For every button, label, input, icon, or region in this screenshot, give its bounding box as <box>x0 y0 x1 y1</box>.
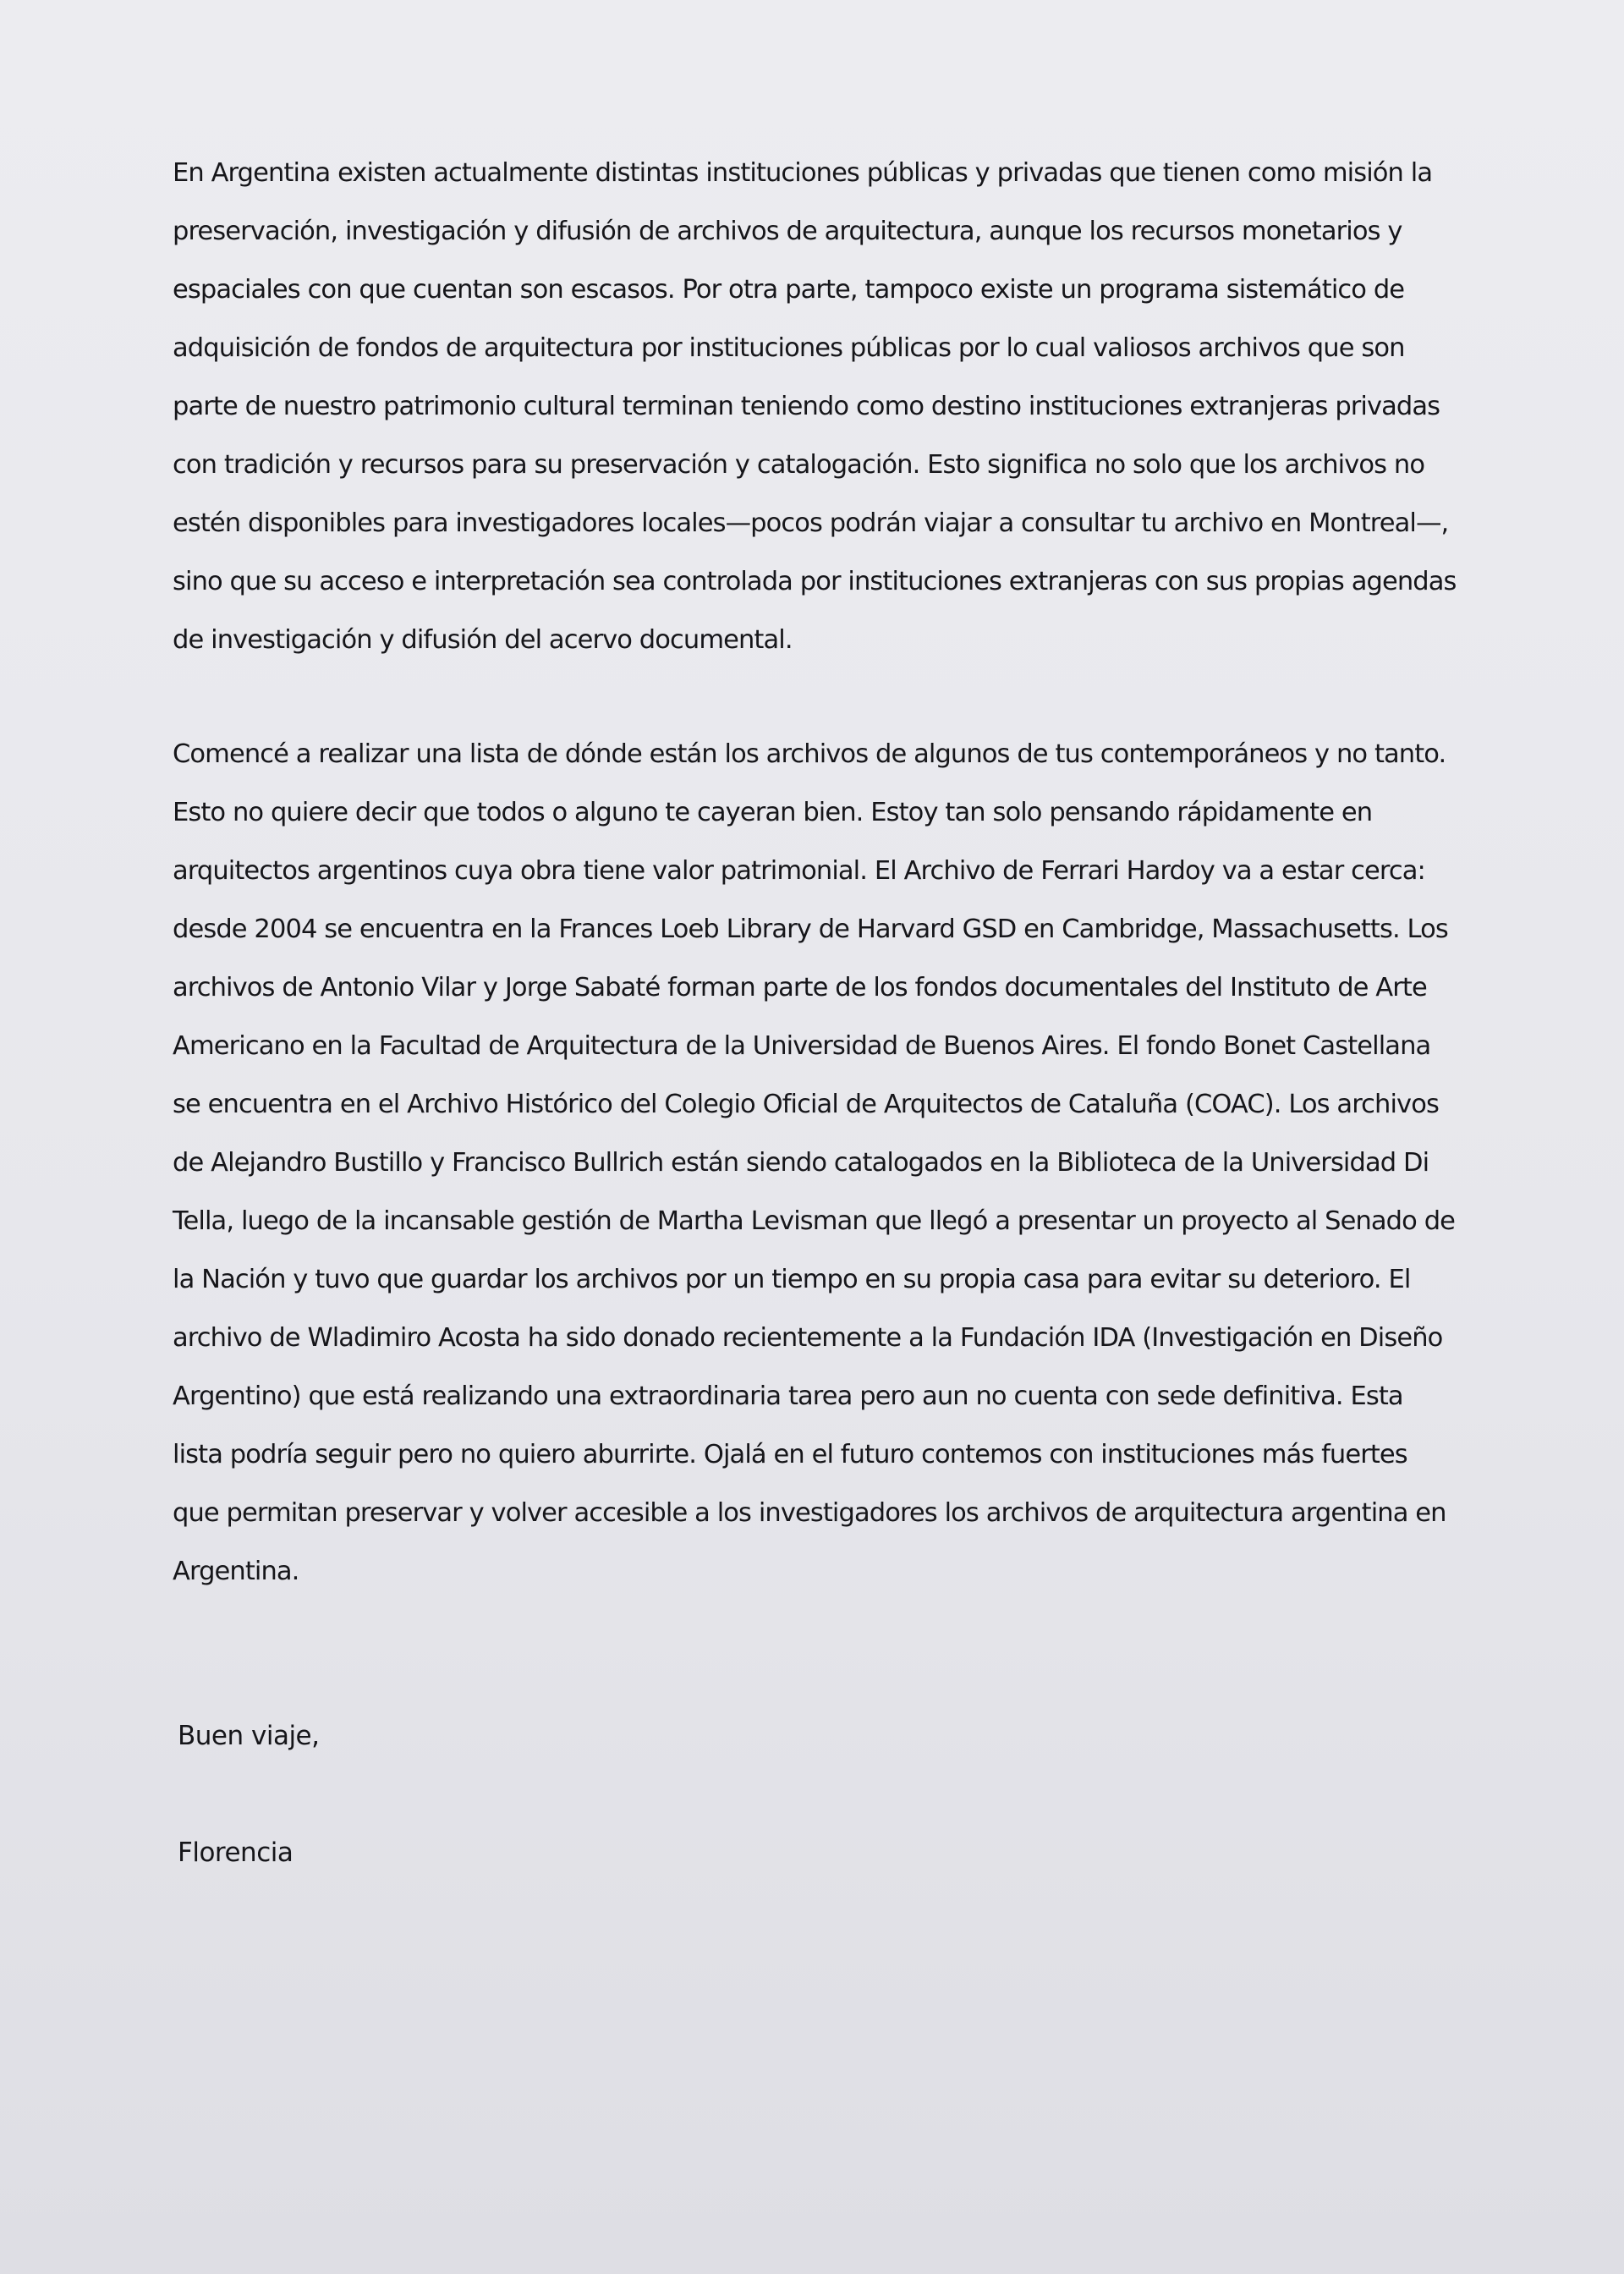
signature-name: Florencia <box>178 1837 294 1868</box>
paragraph-archives-institutions: En Argentina existen actualmente distintas instituciones públicas y privadas que tienen como misión la preservación, investigación y difusión de archivos de arquitectura, aunque los recursos monetarios y espaciales con que cuentan son escasos. Por otra parte, tampoco existe un programa sistemático de adquisición de fondos de arquitectura por instituciones públicas por lo cual valiosos archivos que son parte de nuestro patrimonio cultural terminan teniendo como destino instituciones extranjeras privadas con tradición y recursos para su preservación y catalogación. Esto significa no solo que los archivos no estén disponibles para investigadores locales—pocos podrán viajar a consultar tu archivo en Montreal—, sino que su acceso e interpretación sea controlada por instituciones extranjeras con sus propias agendas de investigación y difusión del acervo documental. <box>173 158 1457 655</box>
letter-body <box>173 144 1458 1601</box>
closing-line: Buen viaje, <box>178 1721 320 1751</box>
paragraph-archives-list: Comencé a realizar una lista de dónde están los archivos de algunos de tus contemporáneos y no tanto. Esto no quiere decir que todos o alguno te cayeran bien. Estoy tan solo pensando rápidamente en arquitectos argentinos cuya obra tiene valor patrimonial. El Archivo de Ferrari Hardoy va a estar cerca: desde 2004 se encuentra en la Frances Loeb Library de Harvard GSD en Cambridge, Massachusetts. Los archivos de Antonio Vilar y Jorge Sabaté forman parte de los fondos documentales del Instituto de Arte Americano en la Facultad de Arquitectura de la Universidad de Buenos Aires. El fondo Bonet Castellana se encuentra en el Archivo Histórico del Colegio Oficial de Arquitectos de Cataluña (COAC). Los archivos de Alejandro Bustillo y Francisco Bullrich están siendo catalogados en la Biblioteca de la Universidad Di Tella, luego de la incansable gestión de Martha Levisman que llegó a presentar un proyecto al Senado de la Nación y tuvo que guardar los archivos por un tiempo en su propia casa para evitar su deterioro. El archivo de Wladimiro Acosta ha sido donado recientemente a la Fundación IDA (Investigación en Diseño Argentino) que está realizando una extraordinaria tarea pero aun no cuenta con sede definitiva. Esta lista podría seguir pero no quiero aburrirte. Ojalá en el futuro contemos con instituciones más fuertes que permitan preservar y volver accesible a los investigadores los archivos de arquitectura argentina en Argentina. <box>173 739 1456 1586</box>
